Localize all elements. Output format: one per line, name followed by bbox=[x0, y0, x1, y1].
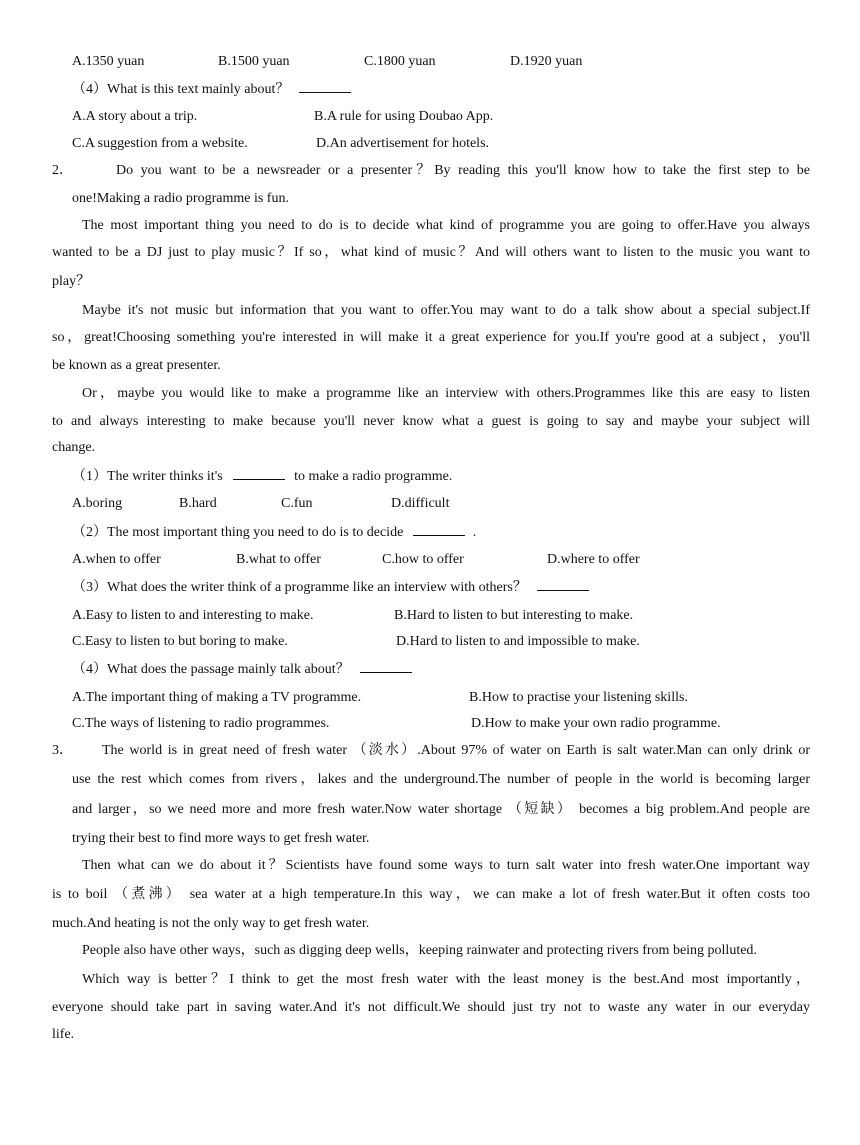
passage-3-p4-line1: Which way is better？I think to get the most fresh water with the least money is the best.And most importantly， bbox=[82, 972, 810, 987]
q2-2-option-b[interactable]: B.what to offer bbox=[236, 552, 321, 567]
q1-4-option-b[interactable]: B.A rule for using Doubao App. bbox=[314, 109, 494, 124]
passage-3-p1-line3: and larger，so we need more and more fresh water.Now water shortage （短缺） becomes a big problem.And people are bbox=[72, 802, 810, 817]
passage-2-p3-line3: be known as a great presenter. bbox=[52, 358, 221, 373]
passage-3-p3-line1: People also have other ways，such as digging deep wells，keeping rainwater and protecting rivers from being polluted. bbox=[82, 943, 757, 958]
passage-2-p1-line1: Do you want to be a newsreader or a presenter？By reading this you'll know how to take the first step to be bbox=[116, 163, 810, 178]
answer-blank[interactable] bbox=[413, 523, 465, 536]
answer-blank[interactable] bbox=[299, 80, 351, 93]
passage-3-p2-line3: much.And heating is not the only way to get fresh water. bbox=[52, 916, 370, 931]
q2-3-option-b[interactable]: B.Hard to listen to but interesting to make. bbox=[394, 608, 634, 623]
q1-3-option-c[interactable]: C.1800 yuan bbox=[364, 54, 436, 69]
passage-2-p4-line1: Or，maybe you would like to make a programme like an interview with others.Programmes like this are easy to listen bbox=[82, 386, 810, 401]
passage-2-p2-line3: play？ bbox=[52, 274, 91, 289]
q1-4-option-c[interactable]: C.A suggestion from a website. bbox=[72, 136, 248, 151]
q2-4-option-c[interactable]: C.The ways of listening to radio programmes. bbox=[72, 716, 330, 731]
q2-4-option-b[interactable]: B.How to practise your listening skills. bbox=[469, 690, 688, 705]
q2-4-stem: （4）What does the passage mainly talk about？ bbox=[72, 660, 412, 679]
q2-1-option-c[interactable]: C.fun bbox=[281, 496, 313, 511]
q2-1-option-b[interactable]: B.hard bbox=[179, 496, 217, 511]
answer-blank[interactable] bbox=[233, 467, 285, 480]
q1-3-option-b[interactable]: B.1500 yuan bbox=[218, 54, 290, 69]
q2-4-option-d[interactable]: D.How to make your own radio programme. bbox=[471, 716, 721, 731]
q2-3-option-c[interactable]: C.Easy to listen to but boring to make. bbox=[72, 634, 288, 649]
passage-2-p2-line1: The most important thing you need to do is to decide what kind of programme you are going to offer.Have you always bbox=[82, 218, 810, 233]
passage-3-p1-line2: use the rest which comes from rivers，lakes and the underground.The number of people in the world is becoming larger bbox=[72, 772, 810, 787]
q2-1-option-a[interactable]: A.boring bbox=[72, 496, 123, 511]
passage-2-p1-line2: one!Making a radio programme is fun. bbox=[72, 191, 289, 206]
passage-3-p1-line4: trying their best to find more ways to get fresh water. bbox=[72, 831, 370, 846]
q2-1-stem: （1）The writer thinks it's to make a radio programme. bbox=[72, 469, 453, 484]
q2-2-stem: （2）The most important thing you need to do is to decide . bbox=[72, 525, 477, 540]
q2-3-option-a[interactable]: A.Easy to listen to and interesting to make. bbox=[72, 608, 314, 623]
q2-3-stem: （3）What does the writer think of a programme like an interview with others？ bbox=[72, 578, 589, 597]
q1-3-option-d[interactable]: D.1920 yuan bbox=[510, 54, 583, 69]
passage-2-number: 2． bbox=[52, 163, 73, 178]
passage-2-p3-line2: so，great!Choosing something you're interested in will make it a great experience for you.If you're good at a subject，you'll bbox=[52, 330, 810, 345]
answer-blank[interactable] bbox=[360, 660, 412, 673]
passage-2-p4-line3: change. bbox=[52, 440, 96, 455]
passage-3-p1-line1: The world is in great need of fresh water （淡水）.About 97% of water on Earth is salt water.Man can only drink or bbox=[102, 743, 810, 758]
passage-2-p4-line2: to and always interesting to make because you'll never know what a guest is going to say and maybe your subject will bbox=[52, 414, 810, 429]
passage-2-p3-line1: Maybe it's not music but information that you want to offer.You may want to do a talk show about a special subject.If bbox=[82, 303, 810, 318]
answer-blank[interactable] bbox=[537, 578, 589, 591]
q2-2-option-c[interactable]: C.how to offer bbox=[382, 552, 464, 567]
q2-2-option-a[interactable]: A.when to offer bbox=[72, 552, 161, 567]
passage-3-p4-line3: life. bbox=[52, 1027, 75, 1042]
q1-4-stem: （4）What is this text mainly about？ bbox=[72, 80, 351, 99]
q1-3-option-a[interactable]: A.1350 yuan bbox=[72, 54, 145, 69]
q2-1-option-d[interactable]: D.difficult bbox=[391, 496, 450, 511]
q2-3-option-d[interactable]: D.Hard to listen to and impossible to make. bbox=[396, 634, 640, 649]
passage-3-p2-line1: Then what can we do about it？Scientists have found some ways to turn salt water into fresh water.One important way bbox=[82, 858, 810, 873]
passage-3-p2-line2: is to boil （煮沸） sea water at a high temperature.In this way，we can make a lot of fresh water.But it often costs too bbox=[52, 887, 810, 902]
q2-4-option-a[interactable]: A.The important thing of making a TV programme. bbox=[72, 690, 362, 705]
q2-2-option-d[interactable]: D.where to offer bbox=[547, 552, 640, 567]
passage-2-p2-line2: wanted to be a DJ just to play music？If so，what kind of music？And will others want to listen to the music you want to bbox=[52, 245, 810, 260]
q1-4-option-d[interactable]: D.An advertisement for hotels. bbox=[316, 136, 490, 151]
passage-3-number: 3． bbox=[52, 743, 73, 758]
q1-4-option-a[interactable]: A.A story about a trip. bbox=[72, 109, 198, 124]
passage-3-p4-line2: everyone should take part in saving water.And it's not difficult.We should just try not to waste any water in our everyday bbox=[52, 1000, 810, 1015]
